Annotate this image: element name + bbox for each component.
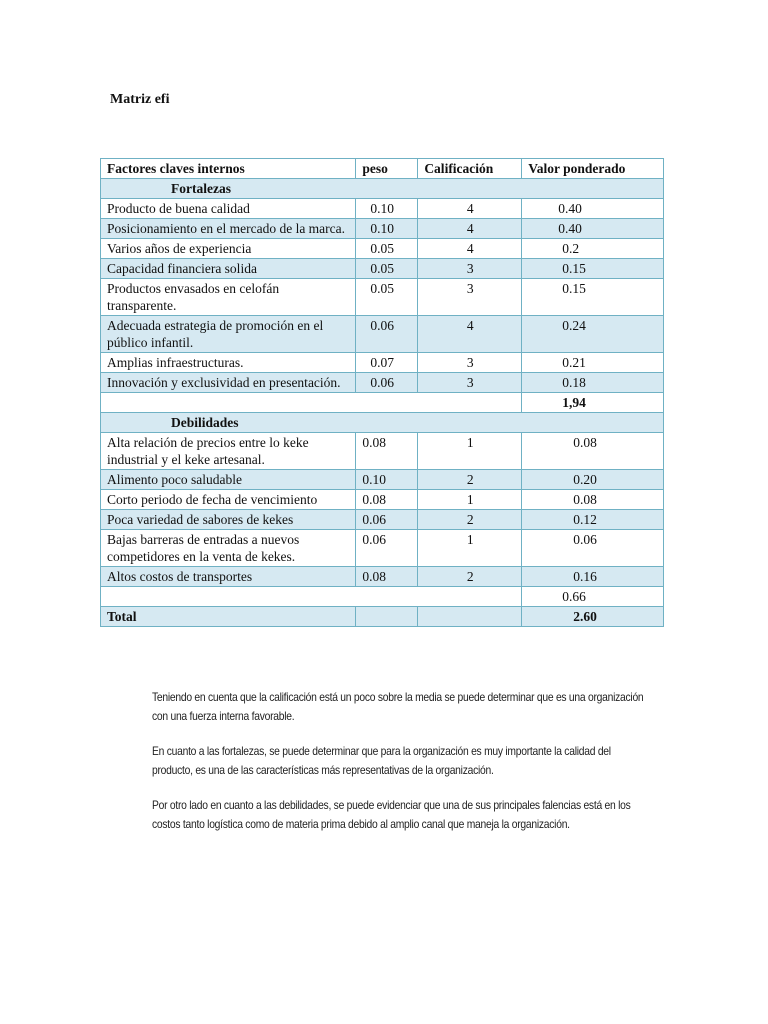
calificacion-cell: 1: [418, 490, 522, 510]
calificacion-cell: 4: [418, 219, 522, 239]
peso-cell: 0.05: [356, 279, 418, 316]
calificacion-cell: 4: [418, 316, 522, 353]
factor-cell: Adecuada estrategia de promoción en el público infantil.: [101, 316, 356, 353]
table-header-row: [101, 159, 664, 179]
fortalezas-label: Fortalezas: [101, 179, 664, 199]
factor-cell: Altos costos de transportes: [101, 567, 356, 587]
valor-cell: 0.40: [522, 219, 664, 239]
calificacion-cell: 1: [418, 433, 522, 470]
efi-matrix-table: [100, 158, 664, 627]
factor-cell: Innovación y exclusividad en presentación.: [101, 373, 356, 393]
valor-cell: 0.21: [522, 353, 664, 373]
factor-cell: Alta relación de precios entre lo keke industrial y el keke artesanal.: [101, 433, 356, 470]
peso-cell: 0.10: [356, 219, 418, 239]
header-factores: Factores claves internos: [101, 159, 356, 179]
table-row: [101, 279, 664, 316]
table-row: [101, 490, 664, 510]
calificacion-cell: 3: [418, 259, 522, 279]
analysis-paragraphs: [152, 688, 652, 850]
valor-cell: 0.06: [522, 530, 664, 567]
calificacion-cell: 4: [418, 199, 522, 219]
table-row: [101, 316, 664, 353]
total-empty-cell: [418, 607, 522, 627]
subtotal-spacer: [101, 587, 522, 607]
valor-cell: 0.08: [522, 433, 664, 470]
peso-cell: 0.06: [356, 510, 418, 530]
factor-cell: Varios años de experiencia: [101, 239, 356, 259]
peso-cell: 0.10: [356, 470, 418, 490]
peso-cell: 0.08: [356, 433, 418, 470]
calificacion-cell: 2: [418, 510, 522, 530]
table-row: [101, 373, 664, 393]
factor-cell: Posicionamiento en el mercado de la marca.: [101, 219, 356, 239]
factor-cell: Alimento poco saludable: [101, 470, 356, 490]
header-peso: peso: [356, 159, 418, 179]
factor-cell: Capacidad financiera solida: [101, 259, 356, 279]
peso-cell: 0.07: [356, 353, 418, 373]
table-row: [101, 259, 664, 279]
paragraph: En cuanto a las fortalezas, se puede determinar que para la organización es muy importante la calidad del producto, es una de las características más representativas de la organización.: [152, 744, 611, 777]
valor-cell: 0.12: [522, 510, 664, 530]
document-title: Matriz efi: [110, 92, 170, 107]
calificacion-cell: 3: [418, 279, 522, 316]
factor-cell: Corto periodo de fecha de vencimiento: [101, 490, 356, 510]
valor-cell: 0.16: [522, 567, 664, 587]
calificacion-cell: 3: [418, 353, 522, 373]
peso-cell: 0.06: [356, 530, 418, 567]
peso-cell: 0.08: [356, 490, 418, 510]
debilidades-section-row: [101, 413, 664, 433]
table-row: [101, 239, 664, 259]
header-calificacion: Calificación: [418, 159, 522, 179]
debilidades-label: Debilidades: [101, 413, 664, 433]
fortalezas-subtotal-row: [101, 393, 664, 413]
subtotal-spacer: [101, 393, 522, 413]
debilidades-subtotal-row: [101, 587, 664, 607]
calificacion-cell: 4: [418, 239, 522, 259]
calificacion-cell: 2: [418, 567, 522, 587]
total-value: 2.60: [522, 607, 664, 627]
table-row: [101, 567, 664, 587]
table-row: [101, 199, 664, 219]
valor-cell: 0.20: [522, 470, 664, 490]
peso-cell: 0.08: [356, 567, 418, 587]
paragraph: Por otro lado en cuanto a las debilidades, se puede evidenciar que una de sus principales falencias está en los costos tanto logística como de materia prima debido al amplio canal que maneja la organización.: [152, 798, 631, 831]
header-valor: Valor ponderado: [522, 159, 664, 179]
calificacion-cell: 1: [418, 530, 522, 567]
table-row: [101, 219, 664, 239]
table-row: [101, 530, 664, 567]
total-empty-cell: [356, 607, 418, 627]
fortalezas-subtotal: 1,94: [522, 393, 664, 413]
table-row: [101, 470, 664, 490]
factor-cell: Bajas barreras de entradas a nuevos competidores en la venta de kekes.: [101, 530, 356, 567]
valor-cell: 0.15: [522, 259, 664, 279]
peso-cell: 0.06: [356, 373, 418, 393]
table-row: [101, 433, 664, 470]
table-row: [101, 510, 664, 530]
valor-cell: 0.40: [522, 199, 664, 219]
valor-cell: 0.2: [522, 239, 664, 259]
debilidades-subtotal: 0.66: [522, 587, 664, 607]
fortalezas-section-row: [101, 179, 664, 199]
peso-cell: 0.10: [356, 199, 418, 219]
total-row: [101, 607, 664, 627]
table-row: [101, 353, 664, 373]
factor-cell: Poca variedad de sabores de kekes: [101, 510, 356, 530]
calificacion-cell: 2: [418, 470, 522, 490]
factor-cell: Producto de buena calidad: [101, 199, 356, 219]
valor-cell: 0.18: [522, 373, 664, 393]
peso-cell: 0.05: [356, 239, 418, 259]
factor-cell: Amplias infraestructuras.: [101, 353, 356, 373]
valor-cell: 0.24: [522, 316, 664, 353]
paragraph: Teniendo en cuenta que la calificación está un poco sobre la media se puede determinar que es una organización con una fuerza interna favorable.: [152, 690, 644, 723]
total-label: Total: [101, 607, 356, 627]
calificacion-cell: 3: [418, 373, 522, 393]
valor-cell: 0.15: [522, 279, 664, 316]
peso-cell: 0.05: [356, 259, 418, 279]
peso-cell: 0.06: [356, 316, 418, 353]
factor-cell: Productos envasados en celofán transparente.: [101, 279, 356, 316]
valor-cell: 0.08: [522, 490, 664, 510]
